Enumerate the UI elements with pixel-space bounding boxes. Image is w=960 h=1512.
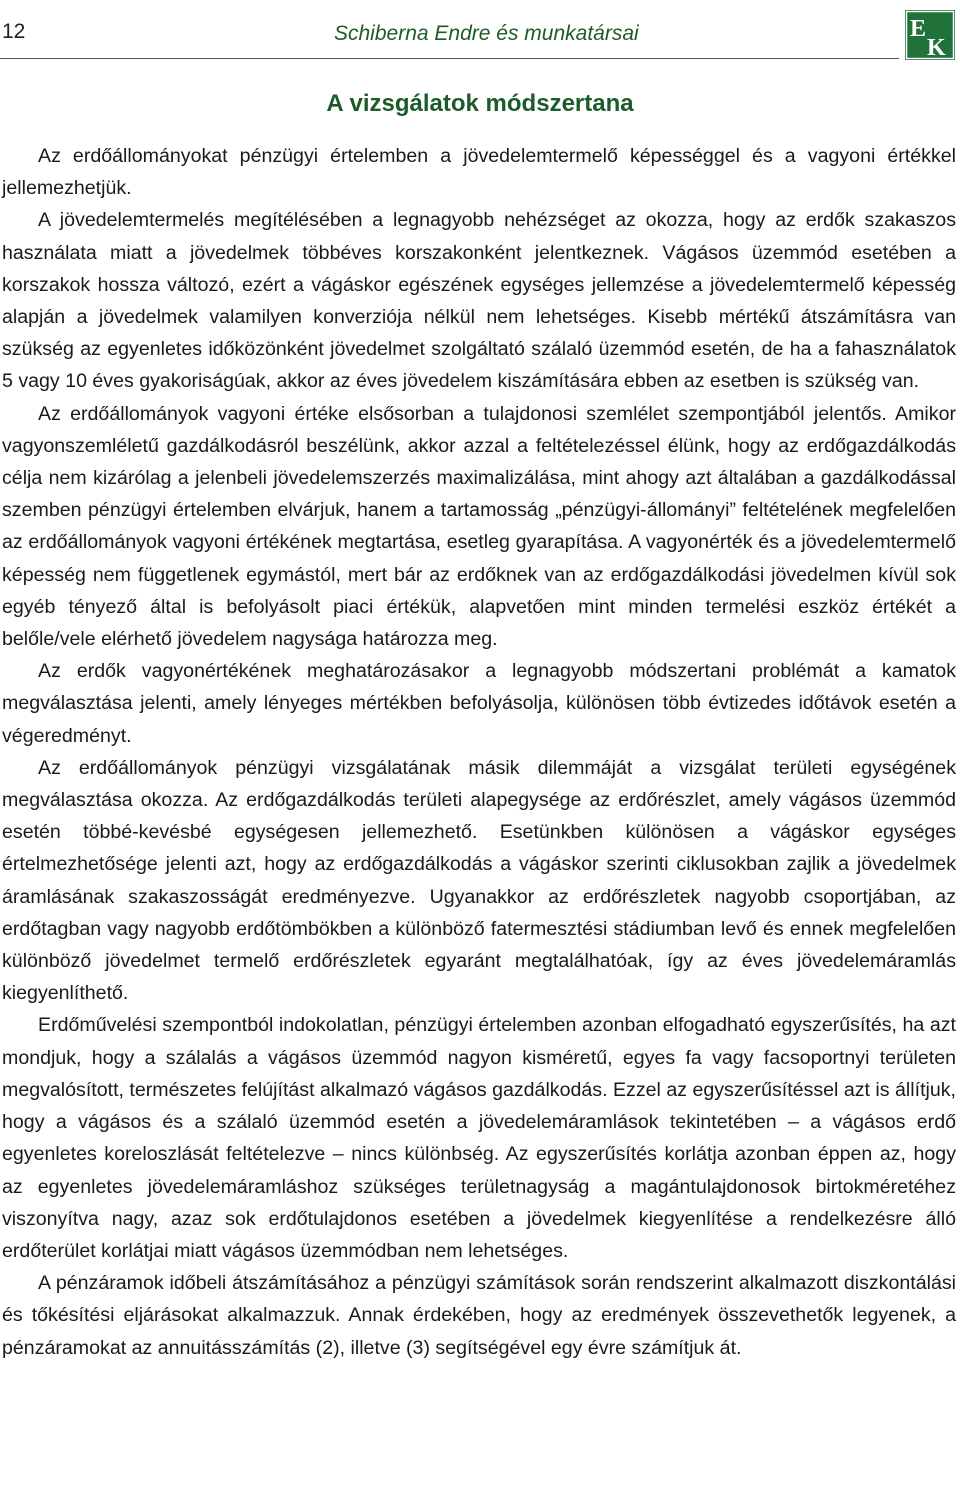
paragraph: Az erdőállományok vagyoni értéke elsősorban a tulajdonosi szemlélet szempontjából jelentős. Amikor vagyonszemléletű gazdálkodásról beszélünk, akkor azzal a feltételezéssel élünk, hogy az erdőgazdálkodás célja nem kizárólag a jelenbeli jövedelemszerzés maximalizálása, mint ahogy azt általában a gazdálkodással szemben pénzügyi értelemben elvárjuk, hanem a tartamosság „pénzügyi-állományi” feltételének megfelelően az erdőállományok vagyoni értékének megtartása, esetleg gyarapítása. A vagyonérték és a jövedelemtermelő képesség nem függetlenek egymástól, mert bár az erdőknek van az erdőgazdálkodási jövedelmen kívül sok egyéb tényező által is befolyásolt piaci értékük, alapvetően mint minden termelési eszköz értékét a belőle/vele elérhető jövedelem nagysága határozza meg. xyxy=(2,402,956,651)
journal-logo-icon xyxy=(905,10,955,60)
page-number: 12 xyxy=(2,20,26,43)
section-title: A vizsgálatok módszertana xyxy=(326,90,634,117)
paragraph: A pénzáramok időbeli átszámításához a pénzügyi számítások során rendszerint alkalmazott diszkontálási és tőkésítési eljárásokat alkalmazzuk. Annak érdekében, hogy az eredmények összevethetők legyenek, a pénzáramokat az annuitásszámítás (2), illetve (3) segítségével egy évre számítjuk át. xyxy=(2,1272,956,1359)
paragraph: Az erdők vagyonértékének meghatározásakor a legnagyobb módszertani problémát a kamatok megválasztása jelenti, amely lényeges mértékben befolyásolja, különösen több évtizedes időtávok esetén a végeredményt. xyxy=(2,660,956,747)
paragraph: Erdőművelési szempontból indokolatlan, pénzügyi értelemben azonban elfogadható egyszerűsítés, ha azt mondjuk, hogy a szálalás a vágásos üzemmód nagyon kisméretű, egyes fa vagy facsoportnyi területen megvalósított, természetes felújítást alkalmazó vágásos gazdálkodás. Ezzel az egyszerűsítéssel azt is állítjuk, hogy a vágásos és a szálaló üzemmód esetén a jövedelemáramlások tekintetében – a vágásos erdő egyenletes koreloszlását feltételezve – nincs különbség. Az egyszerűsítés korlátja azonban éppen az, hogy az egyenletes jövedelemáramláshoz szükséges területnagyság a magántulajdonosok birtokméretéhez viszonyítva nagy, azaz sok erdőtulajdonos esetében a jövedelmek kiegyenlítése a rendelkezésre álló erdőterület korlátjai miatt vágásos üzemmódban nem lehetséges. xyxy=(2,1014,956,1262)
running-head: Schiberna Endre és munkatársai xyxy=(334,22,639,45)
body-text xyxy=(2,140,956,1364)
header-rule xyxy=(0,58,899,59)
paragraph: Az erdőállományok pénzügyi vizsgálatának másik dilemmáját a vizsgálat területi egységének megválasztása okozza. Az erdőgazdálkodás területi alapegysége az erdőrészlet, amely vágásos üzemmód esetén többé-kevésbé egységesen jellemezhető. Esetünkben különösen a vágáskor egységes értelmezhetősége jelenti azt, hogy az erdőgazdálkodás a vágáskor szerinti ciklusokban zajlik a jövedelmek áramlásának szakaszosságát eredményezve. Ugyanakkor az erdőrészletek nagyobb csoportjában, az erdőtagban vagy nagyobb erdőtömbökben a különböző fatermesztési stádiumban levő és ennek megfelelően különböző jövedelmet termelő erdőrészletek egyaránt megtalálhatóak, így az éves jövedelemáramlás kiegyenlíthető. xyxy=(2,756,956,1005)
paragraph: Az erdőállományokat pénzügyi értelemben a jövedelemtermelő képességgel és a vagyoni értékkel jellemezhetjük. xyxy=(2,145,956,200)
svg-text:E: E xyxy=(910,16,927,42)
page-header xyxy=(0,0,960,70)
paragraph: A jövedelemtermelés megítélésében a legnagyobb nehézséget az okozza, hogy az erdők szakaszos használata miatt a jövedelmek többéves korszakonként jelentkeznek. Vágásos üzemmód esetében a korszakok hossza változó, ezért a vágáskor egészének egységes jellemzése a jövedelemtermelő képesség alapján a jövedelmek valamilyen konverziója nélkül nem lehetséges. Kisebb mértékű átszámításra van szükség az egyenletes időközönként jövedelmet szolgáltató szálaló üzemmód esetén, de ha a fahasználatok 5 vagy 10 éves gyakoriságúak, akkor az éves jövedelem kiszámítására ebben az esetben is szükség van. xyxy=(2,209,956,393)
svg-text:K: K xyxy=(927,35,946,60)
